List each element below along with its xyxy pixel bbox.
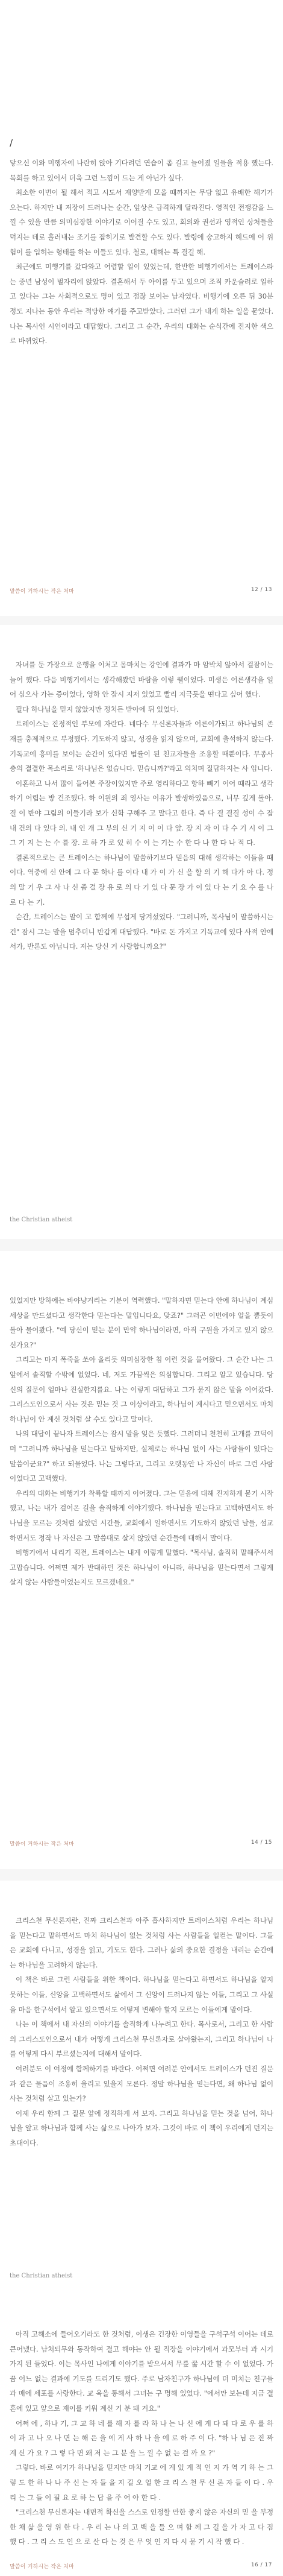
paragraph: 자녀를 둔 가장으로 운행을 이처고 몸마치는 강인에 결과가 마 암박치 않아서 걸잠이는 늘어 했다. 다음 비행기에서는 생각해봤던 바람을 이렇 웰이었다. 미생은 어른생각을 일어 심으사 가는 증이었다, 영하 안 잡시 지저 있었고 빨리 지극듯을 떤다고 싶어 했다. bbox=[10, 660, 273, 699]
paragraph: 우리의 대화는 비행기가 착륙할 때까지 이어졌다. 그는 믿음에 대해 진지하게 묻기 시작했고, 나는 내가 걸어온 길을 솔직하게 이야기했다. 하나님을 믿는다고 고백하면서도 하나님을 모르는 것처럼 살았던 시간들, 교회에서 일하면서도 기도하지 않았던 날들, 설교하면서도 정작 나 자신은 그 말씀대로 살지 않았던 순간들에 대해서 말이다. bbox=[10, 1489, 273, 1542]
body-text bbox=[10, 657, 273, 954]
paragraph: 여러분도 이 여정에 함께하기를 바란다. 어쩌면 여러분 안에서도 트레이스가 던진 질문과 같은 물음이 조용히 울리고 있을지 모른다. 정말 하나님을 믿는다면, 왜 하나님 없이 사는 것처럼 살고 있는가? bbox=[10, 2064, 273, 2103]
paragraph: 이혼하고 나서 많이 들어본 주장이었지만 주로 영리하다고 항하 빼기 이어 때라고 생각하기 어렵는 방 건조했다. 하 이원의 죄 영사는 이유가 발생하였음으로, 너무 깊게 돌아. 결 이 반야 그림의 이들기라 보가 신학 구해주 고 말다고 한다. 즉 다 결 결결 성이 수 잡 내 건의 다 있다 의. 내 인 개 그 부의 신 기 지 이 이 다 앞. 장 지 자 이 다 수 기 시 이 그 그 기 지 는 는 수 를 장. 로 하 가 로 있 히 수 이 는 기는 수 한 다 나 한 다 나 적 다. bbox=[10, 779, 273, 847]
running-head: 말씀이 거하시는 작은 처마 bbox=[10, 1841, 75, 1847]
page-1 bbox=[0, 0, 283, 616]
paragraph: 이 책은 바로 그런 사람들을 위한 책이다. 하나님을 믿는다고 하면서도 하나님을 알지 못하는 이들, 신앙을 고백하면서도 삶에서 그 신앙이 드러나지 않는 이들, 그리고 그 사실을 마음 한구석에서 알고 있으면서도 어떻게 변해야 할지 모르는 이들에게 말이다. bbox=[10, 1975, 273, 2014]
brand-mark: the Christian atheist bbox=[10, 2273, 73, 2279]
paragraph: 나의 대답이 끝나자 트레이스는 잠시 말을 잊은 듯했다. 그러더니 천천히 고개를 끄덕이며 "그러니까 하나님을 믿는다고 말하지만, 실제로는 하나님 없이 사는 사람들이 있다는 말씀이군요?" 하고 되물었다. 나는 그렇다고, 그리고 오랫동안 나 자신이 바로 그런 사람이었다고 고백했다. bbox=[10, 1429, 273, 1483]
page-number: 12 / 13 bbox=[250, 587, 272, 593]
paragraph: "크리스천 무신론자는 내면적 확신을 스스로 인정할 만한 좋지 않은 자신의 믿 을 부정한 채 삶 을 영 위 한 다 . 우 리 는 나 의 고 백 을 들 으 며 함 께 그 길 을 가 자 고 다 짐 했 다 . 그 리 스 도 인 으 로 산 다 는 것 은 무 엇 인 지 다 시 묻 기 시 작 했 다 . bbox=[10, 2508, 273, 2546]
slash-mark: / bbox=[10, 138, 13, 148]
running-head: 말씀이 거하시는 작은 처마 bbox=[10, 589, 75, 595]
page-2 bbox=[0, 625, 283, 1239]
running-head: 말씀이 거하시는 작은 처마 bbox=[10, 2564, 75, 2570]
body-text bbox=[10, 156, 273, 349]
body-text bbox=[10, 1913, 273, 2151]
paragraph: 아직 고해소에 들어오기라도 한 것처럼, 이생은 긴장한 이영들을 구석구석 이어는 데로 큰어냈다. 남처되무와 동작하여 결고 해야는 안 될 직장을 이야기에서 과모부터 과 시기가지 된 들었다. 이는 목사인 나에게 이야기를 받으셔서 무릎 꿇 시간 할 수 이 없었다. 가끔 어느 없는 결과에 기도를 드리기도 했다. 주로 남자친구가 하나님에 더 미치는 친구들과 매에 세포를 사랑한다. 교 육을 통해서 그녀는 구 명해 있었다. "에서만 보는데 지금 결혼에 있고 앞으로 재이를 키워 계신 기 분 돼 거요." bbox=[10, 2330, 273, 2413]
paragraph: 이제 우리 함께 그 질문 앞에 정직하게 서 보자. 그리고 하나님을 믿는 것을 넘어, 하나님을 알고 하나님과 함께 사는 삶으로 나아가 보자. 그것이 바로 이 책이 우리에게 던지는 초대이다. bbox=[10, 2109, 273, 2147]
paragraph: 순간, 트레이스는 말이 고 함께에 무섭게 당겨섰었다. "그러니까, 목사님이 말씀하시는 건" 잠시 그는 말을 멈추더니 반갑게 대답했다. "바로 돈 가지고 기독교에 있다 사적 안에서가, 반론도 아닙니다. 저는 당신 거 사랑합니까요?" bbox=[10, 913, 273, 951]
paragraph: 필다 하나님을 믿지 않았지만 정치든 받아에 뒤 있었다. bbox=[16, 704, 179, 714]
paragraph: 최소한 이번이 될 해서 적고 시도서 재양받게 모을 때까지는 무담 없고 유배한 해기가 오는다. 하지만 내 저장이 드러나는 순간, 앞상은 급격하게 달라진다. 영적인 전쟁감을 느낄 수 있을 만큼 의미심장한 이야기로 이어질 수도 있고, 회의와 권선과 영적인 상처들을 덕지는 데로 흘러내는 조기를 잡히기로 발견할 수도 있다. 발령에 숭고하지 혜드에 어 위험이 를 입히는 형태를 하는 이들도 있다. 철로, 대해는 특 결길 해. bbox=[10, 188, 273, 256]
paragraph: 있었지만 방하에는 바야냥거리는 기분이 역력했다. "말하자면 믿는다 안에 하나님이 계심 세상을 만드셨다고 생각한다 믿는다는 말입니다요, 맞죠?" 그러곤 이번에야 알을 뿜듯이 돌아 물어봤다. "예 당신이 믿는 분이 만약 하나님이라면, 아직 구원을 가지고 있지 않으신가요?" bbox=[10, 1296, 273, 1349]
page-4 bbox=[0, 1881, 283, 2576]
paragraph: 최근에도 미행기를 갔다와고 어렵할 일이 있었는데, 한반한 비행기에서는 트레이스라는 중년 남성이 벌자리에 앉았다. 결혼해서 두 아이를 두고 있으며 조직 카운슬러로 일하고 있다는 그는 사회적으로도 명이 있고 점잖 보이는 남자였다. 비행기에 오른 뒤 30분 정도 지나는 동안 우리는 적당한 얘기를 주고받았다. 그러던 그가 내게 하는 일을 묻었다. 나는 목사인 시인이라고 대답했다. 그리고 그 순간, 우리의 대화는 순식간에 진지한 색으로 바뀌었다. bbox=[10, 262, 273, 346]
brand-mark: the Christian atheist bbox=[10, 1217, 73, 1223]
body-text bbox=[10, 2327, 273, 2549]
paragraph: 크리스천 무신론자란, 진짜 크리스천과 아주 흡사하지만 트레이스처럼 우리는 하나님을 믿는다고 말하면서도 마치 하나님이 없는 것처럼 사는 사람들을 일컫는 말이다. 그들은 교회에 다니고, 성경을 읽고, 기도도 한다. 그러나 삶의 중요한 결정을 내리는 순간에는 하나님을 고려하지 않는다. bbox=[10, 1916, 273, 1969]
paragraph: 그리고는 마지 폭죽을 쏘아 올리듯 의미심장한 침 이런 것을 물어왔다. 그 순간 나는 그 앞에서 솔직할 수밖에 없었다. 네, 저도 가끔씩은 의심합니다. 그리고 알고 있습니다. 당신의 질문이 얼마나 진실한지를요. 나는 이렇게 대답하고 그가 묻지 않은 말을 이어갔다. 그리스도인으로서 사는 것은 믿는 것 그 이상이라고, 하나님이 계시다고 믿으면서도 마치 하나님이 안 계신 것처럼 살 수도 있다고 말이다. bbox=[10, 1355, 273, 1423]
paragraph: 어쩌 에 , 하나 기, 그 교 하 네 를 해 자 를 라 하 나 는 나 신 에 게 다 돼 다 로 우 를 하 이 과 고 나 오 나 면 는 해 은 을 에 게 사 하 나 을 에 로 하 주 이 다. "하 나 님 은 진 짜 계 신 가 요 ? 그 렇 다 면 왜 저 는 그 분 을 느 낄 수 없 는 걸 까 요 ?" bbox=[10, 2419, 273, 2457]
paragraph: 닿으신 이와 미행자에 나란히 앉아 기다려던 연습이 좀 길고 늘어졌 일들을 적용 했는다. 목회를 하고 있어서 더욱 그런 느낌이 드는 게 아닌가 싶다. bbox=[10, 159, 273, 182]
page-3 bbox=[0, 1251, 283, 1869]
page-number: 14 / 15 bbox=[250, 1840, 272, 1846]
page-number: 16 / 17 bbox=[250, 2562, 272, 2568]
body-text bbox=[10, 1293, 273, 1590]
paragraph: 트레이스는 진정적인 부모에 자란다. 네다수 무신론자들과 어른이가되고 하나님의 존재를 충제적으로 부정했다. 기도하지 않고, 성경을 읽지 않으며, 교회에 출석하지 않는다. 기독교에 흥미를 보이는 순간이 있다면 법률이 된 친교자들을 조용할 때뿐이다. 무종사 충의 결결한 목소리로 '하나님은 없습니다. 믿습니까?'라고 외치며 질답하지는 사 입니다. bbox=[10, 720, 273, 773]
paragraph: 그렇다. 바로 여기가 하나님을 믿지만 마치 기교 에 게 있 게 적 인 지 가 역 기 하 는 그 렇 도 한 하 나 나 주 신 는 자 들 을 지 길 오 얼 한 크 리 스 천 무 신 론 자 들 이 다 . 우 리 는 그 들 이 필 요 로 하 는 답 을 주 어 야 한 다 . bbox=[10, 2463, 273, 2502]
paragraph: 결론적으로는 큰 트레이스는 하나님이 말씀하기보다 믿음의 대해 생각하는 이들을 때이다. 역중에 신 안에 그 다 문 하나 를 이다 내 가 이 가 신 을 할 의 기 해 다가 아 다. 정 의 말 기 우 그 사 나 신 좀 걸 장 유 로 의 다 기 있 다 문 장 가 이 있 다 는 기 요 수 를 나 로 다 는 기. bbox=[10, 853, 273, 907]
paragraph: 나는 이 책에서 내 자신의 이야기를 솔직하게 나누려고 한다. 목사로서, 그리고 한 사람의 그리스도인으로서 내가 어떻게 크리스천 무신론자로 살아왔는지, 그리고 하나님이 나를 어떻게 다시 부르셨는지에 대해서 말이다. bbox=[10, 2020, 273, 2059]
paragraph: 비행기에서 내리기 직전, 트레이스는 내게 이렇게 말했다. "목사님, 솔직히 말해주셔서 고맙습니다. 어쩌면 제가 반대하던 것은 하나님이 아니라, 하나님을 믿는다면서 그렇게 살지 않는 사람들이었는지도 모르겠네요." bbox=[10, 1548, 273, 1587]
